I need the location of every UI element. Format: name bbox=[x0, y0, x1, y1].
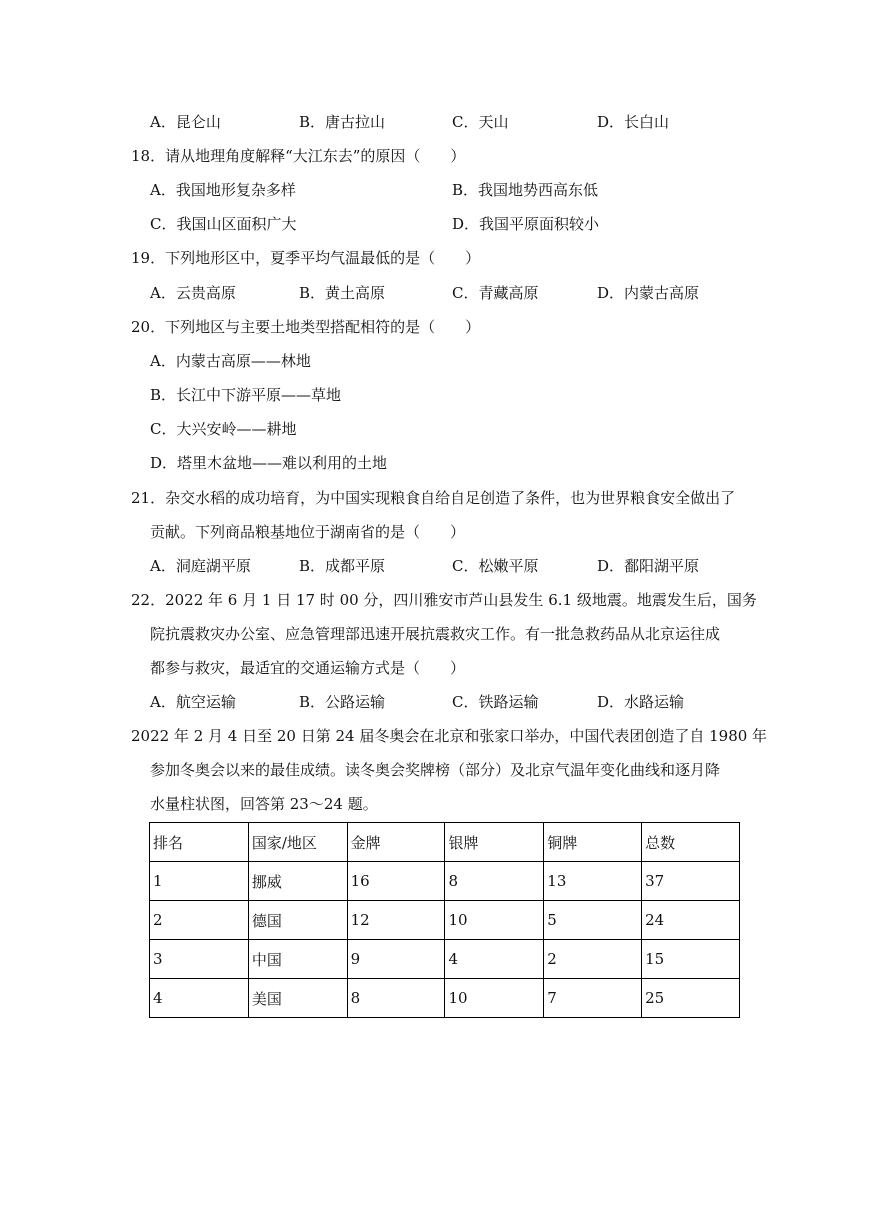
q22-option-a: A．航空运输 bbox=[150, 693, 236, 711]
q17-option-c: C．天山 bbox=[452, 113, 509, 131]
cell-silver: 4 bbox=[445, 940, 544, 979]
q22-stem-line1: 22．2022 年 6 月 1 日 17 时 00 分，四川雅安市芦山县发生 6.1 级地震。地震发生后，国务 bbox=[131, 591, 757, 609]
q21-stem-line2: 贡献。下列商品粮基地位于湖南省的是（ ） bbox=[150, 523, 466, 541]
q18-stem: 18．请从地理角度解释“大江东去”的原因（ ） bbox=[131, 147, 466, 165]
passage-line1: 2022 年 2 月 4 日至 20 日第 24 届冬奥会在北京和张家口举办，中国代表团创造了自 1980 年 bbox=[131, 727, 768, 745]
cell-rank: 2 bbox=[150, 901, 249, 940]
passage-line2: 参加冬奥会以来的最佳成绩。读冬奥会奖牌榜（部分）及北京气温年变化曲线和逐月降 bbox=[150, 761, 721, 779]
cell-total: 15 bbox=[642, 940, 740, 979]
q21-stem-line1: 21．杂交水稻的成功培育，为中国实现粮食自给自足创造了条件，也为世界粮食安全做出了 bbox=[131, 489, 736, 507]
cell-gold: 16 bbox=[347, 862, 445, 901]
q19-stem: 19．下列地形区中，夏季平均气温最低的是（ ） bbox=[131, 249, 481, 267]
q18-option-c: C．我国山区面积广大 bbox=[150, 215, 297, 233]
cell-country: 中国 bbox=[248, 940, 347, 979]
header-country: 国家/地区 bbox=[248, 823, 347, 862]
q17-option-d: D．长白山 bbox=[597, 113, 670, 131]
medal-table bbox=[149, 822, 740, 1018]
table-row bbox=[150, 940, 740, 979]
q20-stem: 20．下列地区与主要土地类型搭配相符的是（ ） bbox=[131, 318, 481, 336]
cell-bronze: 5 bbox=[544, 901, 642, 940]
cell-silver: 8 bbox=[445, 862, 544, 901]
cell-country: 德国 bbox=[248, 901, 347, 940]
q17-option-b: B．唐古拉山 bbox=[299, 113, 386, 131]
table-row bbox=[150, 979, 740, 1018]
q21-option-c: C．松嫩平原 bbox=[452, 557, 539, 575]
q20-option-c: C．大兴安岭——耕地 bbox=[150, 420, 297, 438]
header-total: 总数 bbox=[642, 823, 740, 862]
q17-option-a: A．昆仑山 bbox=[150, 113, 221, 131]
table-row bbox=[150, 901, 740, 940]
cell-total: 37 bbox=[642, 862, 740, 901]
header-bronze: 铜牌 bbox=[544, 823, 642, 862]
q22-option-c: C．铁路运输 bbox=[452, 693, 539, 711]
cell-gold: 8 bbox=[347, 979, 445, 1018]
cell-total: 25 bbox=[642, 979, 740, 1018]
cell-rank: 3 bbox=[150, 940, 249, 979]
header-rank: 排名 bbox=[150, 823, 249, 862]
cell-bronze: 7 bbox=[544, 979, 642, 1018]
header-silver: 银牌 bbox=[445, 823, 544, 862]
cell-bronze: 2 bbox=[544, 940, 642, 979]
q20-option-b: B．长江中下游平原——草地 bbox=[150, 386, 342, 404]
q19-option-d: D．内蒙古高原 bbox=[597, 284, 700, 302]
q19-option-a: A．云贵高原 bbox=[150, 284, 236, 302]
cell-total: 24 bbox=[642, 901, 740, 940]
q21-option-d: D．鄱阳湖平原 bbox=[597, 557, 700, 575]
cell-rank: 1 bbox=[150, 862, 249, 901]
q18-option-a: A．我国地形复杂多样 bbox=[150, 181, 296, 199]
q21-option-b: B．成都平原 bbox=[299, 557, 386, 575]
q22-stem-line2: 院抗震救灾办公室、应急管理部迅速开展抗震救灾工作。有一批急救药品从北京运往成 bbox=[150, 625, 721, 643]
q18-option-b: B．我国地势西高东低 bbox=[452, 181, 599, 199]
q20-option-d: D．塔里木盆地——难以利用的土地 bbox=[150, 454, 388, 472]
passage-line3: 水量柱状图，回答第 23～24 题。 bbox=[150, 795, 378, 813]
cell-gold: 9 bbox=[347, 940, 445, 979]
cell-rank: 4 bbox=[150, 979, 249, 1018]
q22-stem-line3: 都参与救灾，最适宜的交通运输方式是（ ） bbox=[150, 659, 466, 677]
table-header-row bbox=[150, 823, 740, 862]
q21-option-a: A．洞庭湖平原 bbox=[150, 557, 251, 575]
q20-option-a: A．内蒙古高原——林地 bbox=[150, 352, 311, 370]
cell-country: 挪威 bbox=[248, 862, 347, 901]
q18-option-d: D．我国平原面积较小 bbox=[452, 215, 600, 233]
cell-gold: 12 bbox=[347, 901, 445, 940]
cell-silver: 10 bbox=[445, 901, 544, 940]
cell-country: 美国 bbox=[248, 979, 347, 1018]
q22-option-d: D．水路运输 bbox=[597, 693, 685, 711]
q22-option-b: B．公路运输 bbox=[299, 693, 386, 711]
table-row bbox=[150, 862, 740, 901]
cell-bronze: 13 bbox=[544, 862, 642, 901]
q19-option-c: C．青藏高原 bbox=[452, 284, 539, 302]
cell-silver: 10 bbox=[445, 979, 544, 1018]
q19-option-b: B．黄土高原 bbox=[299, 284, 386, 302]
header-gold: 金牌 bbox=[347, 823, 445, 862]
